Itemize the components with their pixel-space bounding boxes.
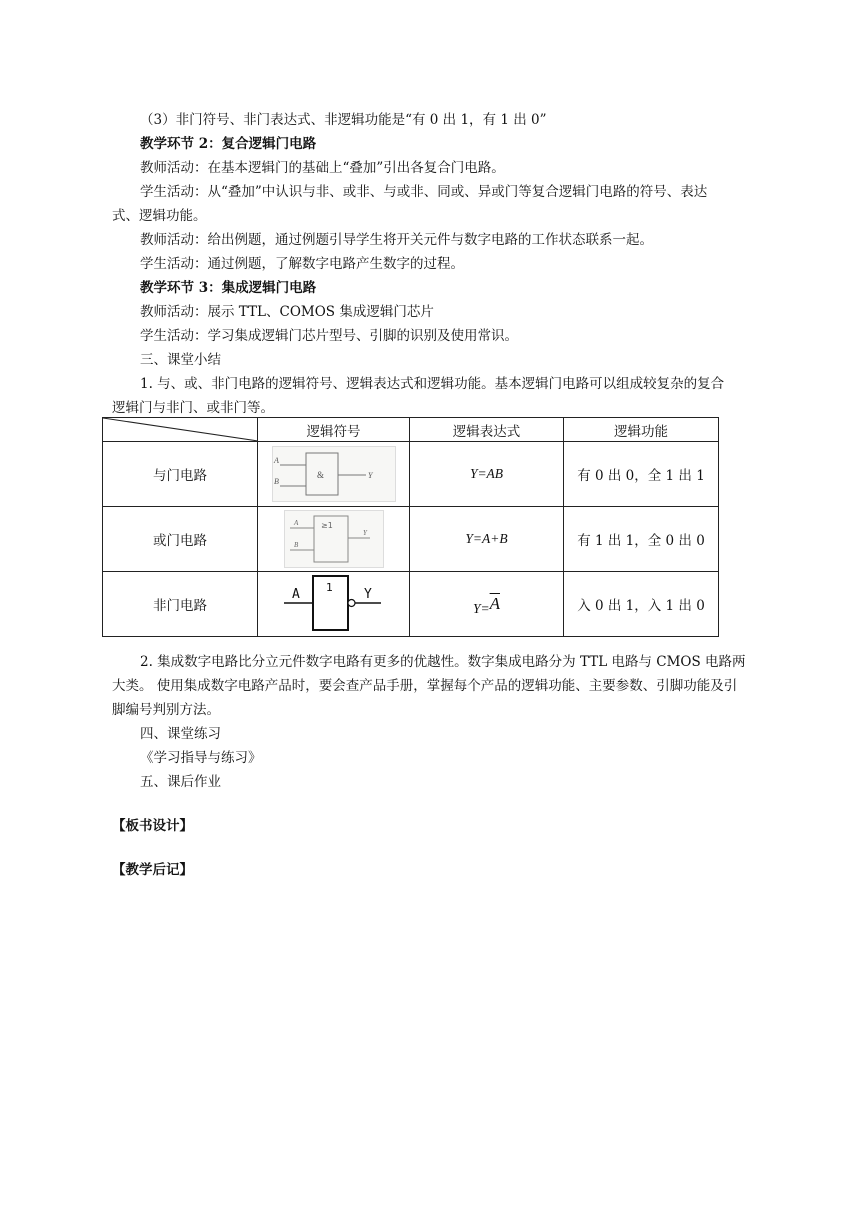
homework-heading: 五、课后作业 <box>140 774 221 790</box>
table-row <box>103 442 719 507</box>
or-gate-mark: ≥1 <box>320 521 333 530</box>
not-gate-summary: （3）非门符号、非门表达式、非逻辑功能是“有 0 出 1，有 1 出 0” <box>140 112 547 128</box>
not-gate-symbol-cell <box>258 572 410 637</box>
and-gate-symbol-cell <box>258 442 410 507</box>
section-heading-2: 教学环节 2：复合逻辑门电路 <box>140 136 317 152</box>
and-gate-symbol <box>272 446 396 502</box>
exercise-book-title: 《学习指导与练习》 <box>140 750 262 766</box>
and-function: 有 0 出 0，全 1 出 1 <box>564 442 719 507</box>
diagonal-header-cell <box>103 418 258 442</box>
summary-point-2-line2: 大类。 使用集成数字电路产品时，要会查产品手册，掌握每个产品的逻辑功能、主要参数、引脚功能及引 <box>112 678 738 694</box>
or-input-b-label: B <box>293 541 298 549</box>
not-expression-prefix: Y= <box>472 601 490 616</box>
class-summary-heading: 三、课堂小结 <box>140 352 221 368</box>
not-input-a-label: A <box>291 587 300 602</box>
and-expression: Y=AB <box>410 442 564 507</box>
teacher-activity-2: 教师活动：给出例题，通过例题引导学生将开关元件与数字电路的工作状态联系一起。 <box>140 232 653 248</box>
or-input-a-label: A <box>293 519 298 527</box>
class-exercise-heading: 四、课堂练习 <box>140 726 221 742</box>
and-output-label: Y <box>367 471 372 480</box>
diagonal-line <box>103 418 258 441</box>
not-output-label: Y <box>363 587 372 602</box>
table-row <box>103 507 719 572</box>
header-function: 逻辑功能 <box>564 418 719 442</box>
summary-point-2-line3: 脚编号判别方法。 <box>112 702 220 718</box>
or-gate-symbol-cell <box>258 507 410 572</box>
board-design-heading: 【板书设计】 <box>112 818 193 834</box>
or-function: 有 1 出 1，全 0 出 0 <box>564 507 719 572</box>
not-gate-mark: 1 <box>325 581 333 594</box>
logic-gate-table <box>102 417 719 637</box>
teacher-activity-3: 教师活动：展示 TTL、COMOS 集成逻辑门芯片 <box>140 304 434 320</box>
header-symbol: 逻辑符号 <box>258 418 410 442</box>
section-heading-3: 教学环节 3：集成逻辑门电路 <box>140 280 317 296</box>
student-activity-3: 学生活动：学习集成逻辑门芯片型号、引脚的识别及使用常识。 <box>140 328 518 344</box>
not-expression <box>410 572 564 637</box>
not-gate-symbol <box>284 574 384 634</box>
student-activity-2: 学生活动：通过例题，了解数字电路产生数字的过程。 <box>140 256 464 272</box>
row-name-or: 或门电路 <box>103 507 258 572</box>
or-expression: Y=A+B <box>410 507 564 572</box>
or-output-label: Y <box>362 529 367 537</box>
not-function: 入 0 出 1，入 1 出 0 <box>564 572 719 637</box>
and-gate-mark: & <box>316 470 324 480</box>
or-gate-symbol <box>284 510 384 568</box>
summary-point-2-line1: 2. 集成数字电路比分立元件数字电路有更多的优越性。数字集成电路分为 TTL 电路与 CMOS 电路两 <box>140 654 746 670</box>
row-name-not: 非门电路 <box>103 572 258 637</box>
and-input-b-label: B <box>273 477 279 486</box>
row-name-and: 与门电路 <box>103 442 258 507</box>
header-expression: 逻辑表达式 <box>410 418 564 442</box>
not-expression-var: $\overline{A}$ <box>489 594 500 613</box>
summary-point-1-line2: 逻辑门与非门、或非门等。 <box>112 400 274 416</box>
table-row <box>103 572 719 637</box>
student-activity-1-line2: 式、逻辑功能。 <box>112 208 207 224</box>
teaching-notes-heading: 【教学后记】 <box>112 862 193 878</box>
summary-point-1-line1: 1. 与、或、非门电路的逻辑符号、逻辑表达式和逻辑功能。基本逻辑门电路可以组成较复杂的复合 <box>140 376 725 392</box>
table-header-row <box>103 418 719 442</box>
and-input-a-label: A <box>273 456 279 465</box>
student-activity-1-line1: 学生活动：从“叠加”中认识与非、或非、与或非、同或、异或门等复合逻辑门电路的符号、表达 <box>140 184 708 200</box>
teacher-activity-1: 教师活动：在基本逻辑门的基础上“叠加”引出各复合门电路。 <box>140 160 505 176</box>
